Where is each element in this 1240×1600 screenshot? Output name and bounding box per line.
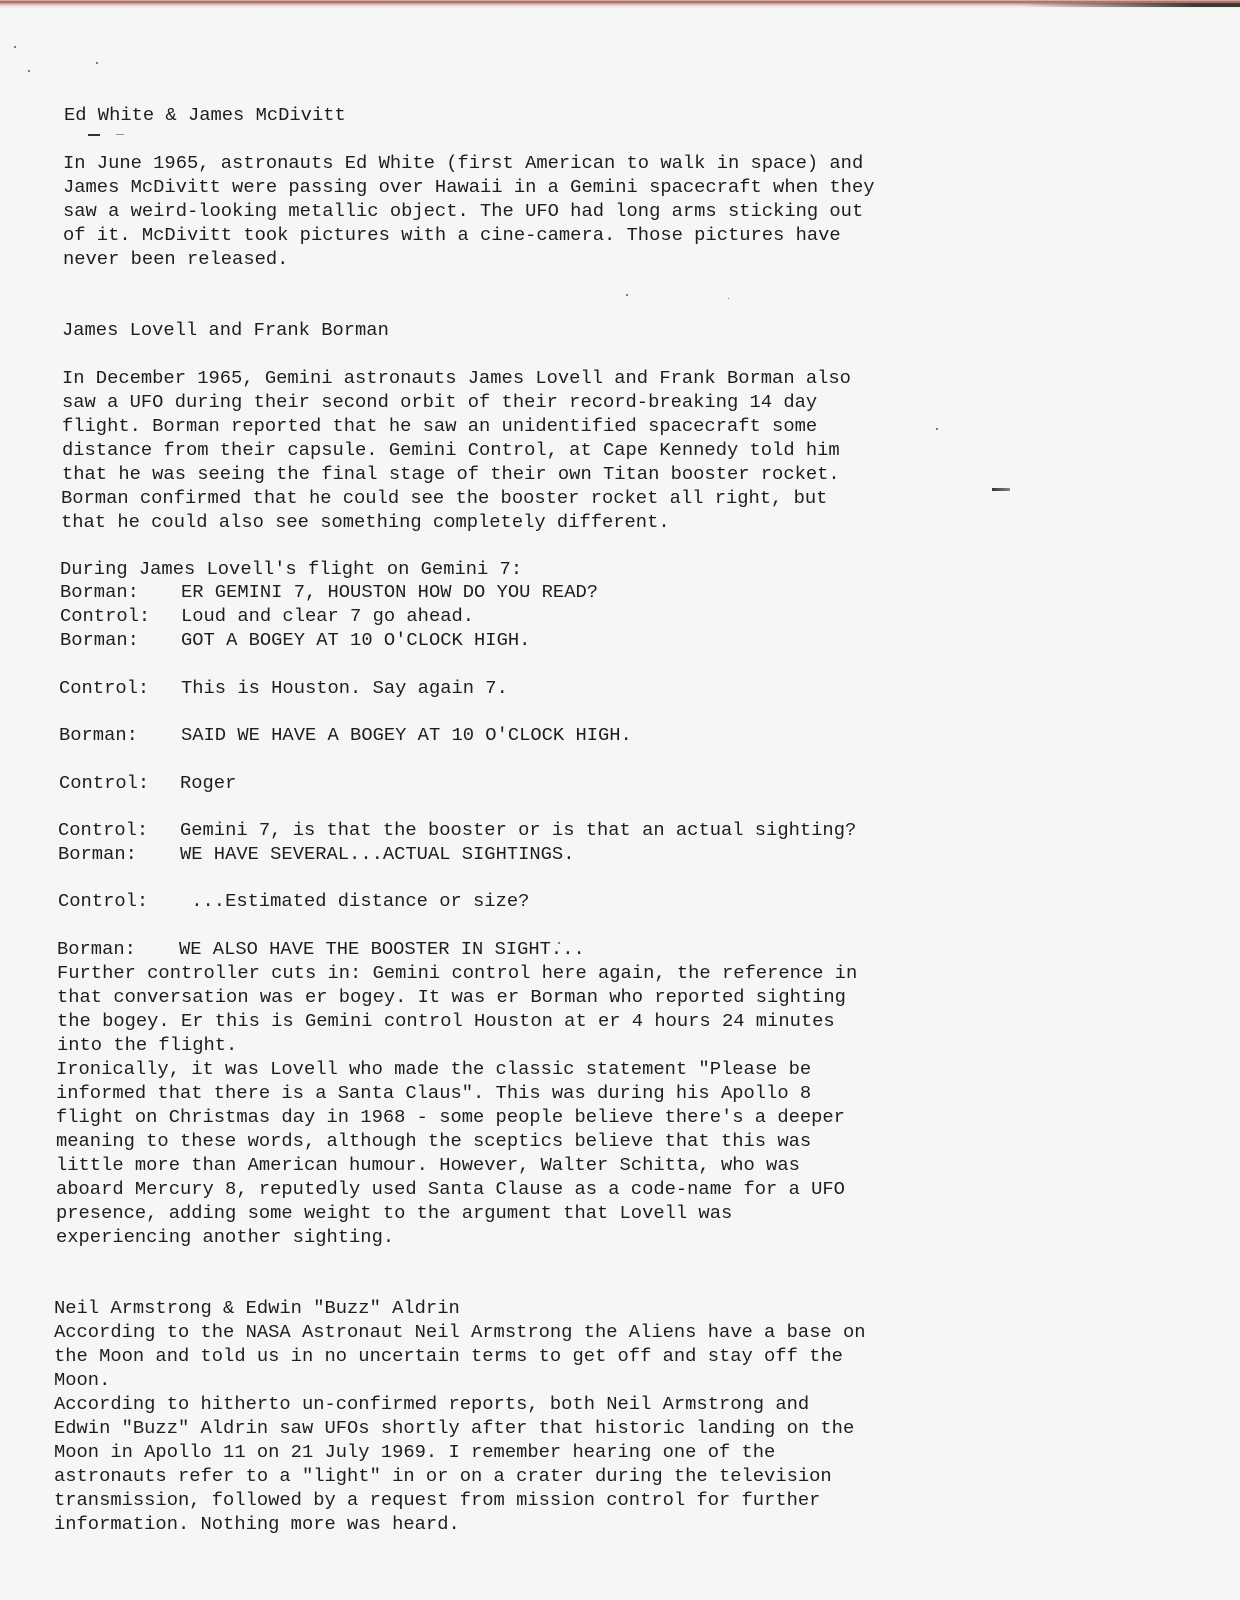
- transcript-speaker: Control:: [58, 890, 149, 912]
- paragraph-line: that he could also see something completely different.: [61, 511, 670, 533]
- section-heading: Neil Armstrong & Edwin "Buzz" Aldrin: [54, 1297, 460, 1319]
- transcript-speaker: Borman:: [60, 581, 139, 603]
- transcript-speaker: Control:: [59, 677, 150, 699]
- paragraph-line: According to the NASA Astronaut Neil Armstrong the Aliens have a base on: [54, 1321, 866, 1343]
- transcript-text: Loud and clear 7 go ahead.: [181, 605, 475, 627]
- transcript-text: Roger: [180, 772, 237, 794]
- paragraph-line: information. Nothing more was heard.: [54, 1513, 460, 1535]
- paragraph-line: James McDivitt were passing over Hawaii in a Gemini spacecraft when they: [63, 176, 875, 198]
- paragraph-line: Edwin "Buzz" Aldrin saw UFOs shortly after that historic landing on the: [54, 1417, 855, 1439]
- transcript-speaker: Borman:: [60, 629, 139, 651]
- transcript-speaker: Borman:: [59, 724, 138, 746]
- paragraph-line: Moon in Apollo 11 on 21 July 1969. I remember hearing one of the: [54, 1441, 776, 1463]
- transcript-speaker: Borman:: [58, 843, 137, 865]
- paragraph-line: According to hitherto un-confirmed reports, both Neil Armstrong and: [54, 1393, 810, 1415]
- transcript-text: WE HAVE SEVERAL...ACTUAL SIGHTINGS.: [180, 843, 575, 865]
- paragraph-line: In December 1965, Gemini astronauts James Lovell and Frank Borman also: [62, 367, 851, 389]
- transcript-speaker: Control:: [58, 819, 149, 841]
- paragraph-line: Further controller cuts in: Gemini control here again, the reference in: [57, 962, 858, 984]
- paragraph-line: of it. McDivitt took pictures with a cine-camera. Those pictures have: [63, 224, 841, 246]
- paragraph-line: distance from their capsule. Gemini Control, at Cape Kennedy told him: [62, 439, 840, 461]
- paragraph-line: little more than American humour. However, Walter Schitta, who was: [56, 1154, 800, 1176]
- section-heading: Ed White & James McDivitt: [64, 104, 346, 126]
- transcript-text: GOT A BOGEY AT 10 O'CLOCK HIGH.: [181, 629, 531, 651]
- paragraph-line: Ironically, it was Lovell who made the classic statement "Please be: [56, 1058, 812, 1080]
- transcript-text: ...Estimated distance or size?: [180, 890, 530, 912]
- paragraph-line: experiencing another sighting.: [56, 1226, 395, 1248]
- paragraph-line: presence, adding some weight to the argument that Lovell was: [56, 1202, 733, 1224]
- paragraph-line: astronauts refer to a "light" in or on a crater during the television: [54, 1465, 832, 1487]
- paragraph-line: informed that there is a Santa Claus". This was during his Apollo 8: [56, 1082, 812, 1104]
- paragraph-line: aboard Mercury 8, reputedly used Santa Clause as a code-name for a UFO: [56, 1178, 845, 1200]
- transcript-text: Gemini 7, is that the booster or is that an actual sighting?: [180, 819, 857, 841]
- paragraph-line: that he was seeing the final stage of their own Titan booster rocket.: [62, 463, 840, 485]
- paragraph-line: flight on Christmas day in 1968 - some people believe there's a deeper: [56, 1106, 845, 1128]
- paragraph-line: In June 1965, astronauts Ed White (first American to walk in space) and: [63, 152, 864, 174]
- paragraph-line: the Moon and told us in no uncertain terms to get off and stay off the: [54, 1345, 843, 1367]
- paragraph-line: into the flight.: [57, 1034, 238, 1056]
- paragraph-line: transmission, followed by a request from mission control for further: [54, 1489, 821, 1511]
- transcript-speaker: Control:: [59, 772, 150, 794]
- transcript-speaker: Borman:: [57, 938, 136, 960]
- transcript-text: This is Houston. Say again 7.: [181, 677, 508, 699]
- transcript-text: SAID WE HAVE A BOGEY AT 10 O'CLOCK HIGH.: [181, 724, 632, 746]
- paragraph-line: Moon.: [54, 1369, 111, 1391]
- paragraph-line: that conversation was er bogey. It was er Borman who reported sighting: [57, 986, 846, 1008]
- paragraph-line: never been released.: [63, 248, 289, 270]
- paragraph-line: saw a weird-looking metallic object. The UFO had long arms sticking out: [63, 200, 864, 222]
- paragraph-line: the bogey. Er this is Gemini control Houston at er 4 hours 24 minutes: [57, 1010, 835, 1032]
- section-heading: James Lovell and Frank Borman: [62, 319, 389, 341]
- transcript-intro: During James Lovell's flight on Gemini 7:: [60, 558, 523, 580]
- paragraph-line: saw a UFO during their second orbit of their record-breaking 14 day: [62, 391, 818, 413]
- paragraph-line: Borman confirmed that he could see the booster rocket all right, but: [61, 487, 828, 509]
- paragraph-line: meaning to these words, although the sceptics believe that this was: [56, 1130, 812, 1152]
- transcript-text: WE ALSO HAVE THE BOOSTER IN SIGHT...: [179, 938, 585, 960]
- transcript-speaker: Control:: [60, 605, 151, 627]
- transcript-text: ER GEMINI 7, HOUSTON HOW DO YOU READ?: [181, 581, 599, 603]
- paragraph-line: flight. Borman reported that he saw an unidentified spacecraft some: [62, 415, 818, 437]
